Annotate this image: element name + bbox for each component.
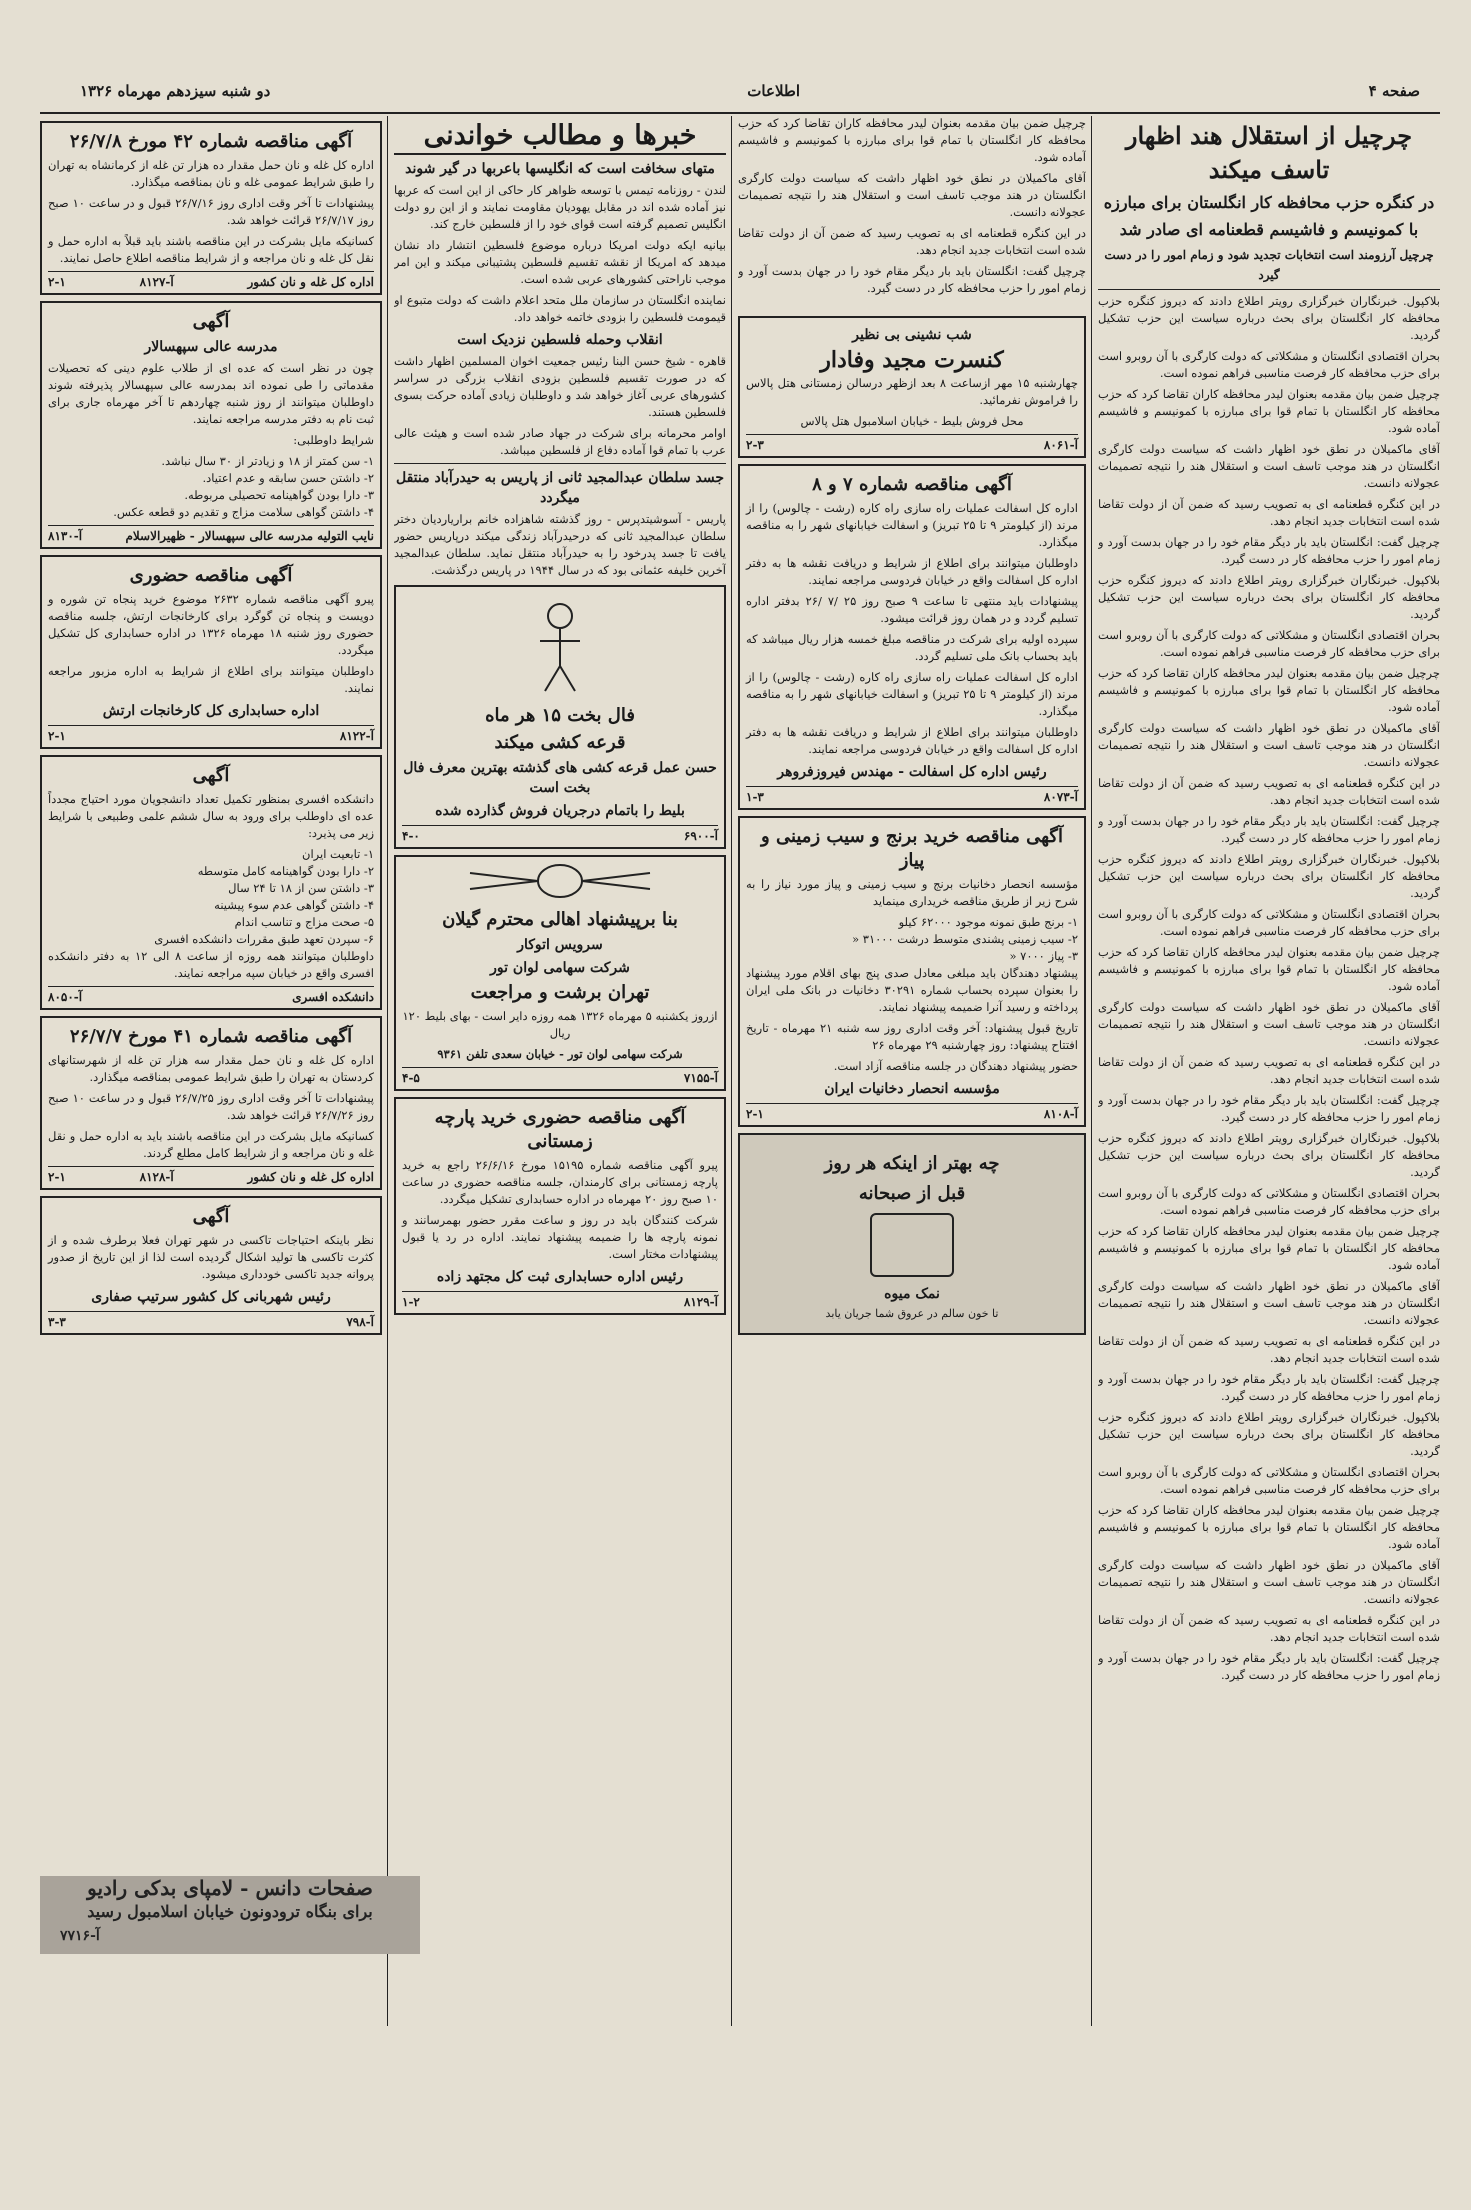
column-ads-right — [738, 310, 1086, 2210]
ad-footer: آ-۷۹۸ ۳-۳ — [48, 1311, 374, 1329]
ad-footer: آ-۶۹۰۰ ۴-۰ — [402, 825, 718, 843]
ad-footer: آ-۸۰۶۱ ۲-۳ — [746, 434, 1078, 452]
list-item: ۳- پیاز ۷۰۰۰ « — [1009, 949, 1078, 963]
issue-date: دو شنبه سیزدهم مهرماه ۱۳۲۶ — [80, 82, 271, 100]
ad-footer: آ-۸۱۲۹ ۱-۲ — [402, 1291, 718, 1309]
notice-list — [48, 453, 374, 521]
column-notices — [40, 115, 382, 1895]
tender-paragraph: شرکت کنندگان باید در روز و ساعت مقرر حضور بهمرسانند و نمونه پارچه ها را ضمیمه پیشنهاد نمایند. اداره در رد یا قبول پیشنهادات مختار است. — [402, 1213, 718, 1261]
news-headline: جسد سلطان عبدالمجید ثانی از پاریس به حیدرآباد منتقل میگردد — [394, 463, 726, 508]
article-paragraph: بحران اقتصادی انگلستان و مشکلاتی که دولت کارگری با آن روبرو است برای حزب محافظه کار فرصت مناسبی فراهم نموده است. — [1098, 349, 1440, 380]
stamp-line: آ-۷۷۱۶ — [60, 1928, 100, 1944]
article-paragraph: چرچیل ضمن بیان مقدمه بعنوان لیدر محافظه کاران تقاضا کرد که حزب محافظه کار انگلستان با تمام قوا برای مبارزه با کمونیسم و فاشیسم آماده شود. — [1098, 387, 1440, 435]
bus-service-ad — [394, 855, 726, 1091]
grain-tender-41 — [40, 1016, 382, 1190]
ad-headline: قبل از صبحانه — [858, 1182, 966, 1204]
wings-logo-icon — [460, 861, 660, 901]
article-paragraph: در این کنگره قطعنامه ای به تصویب رسید که ضمن آن از دولت تقاضا شده است انتخابات جدید انجام دهد. — [1098, 1613, 1440, 1644]
article-paragraph: بلاكپول. خبرنگاران خبرگزاری رویتر اطلاع دادند که دیروز کنگره حزب محافظه کار انگلستان برای بحث درباره سیاست این حزب تشکیل گردید. — [1098, 852, 1440, 900]
article-paragraph: بحران اقتصادی انگلستان و مشکلاتی که دولت کارگری با آن روبرو است برای حزب محافظه کار فرصت مناسبی فراهم نموده است. — [1098, 907, 1440, 938]
list-item: ۶- سپردن تعهد طبق مقررات دانشکده افسری — [154, 932, 374, 946]
ad-tagline: تا خون سالم در عروق شما جریان یابد — [825, 1306, 999, 1320]
lottery-line: بلیط را باتمام درجریان فروش گذارده شده — [435, 803, 685, 819]
list-item: ۳- داشتن سن از ۱۸ تا ۲۴ سال — [228, 881, 374, 895]
article-paragraph: آقای ماکمیلان در نطق خود اظهار داشت که سیاست دولت کارگری انگلستان در هند موجب تاسف است و استقلال هند را نتیجه تصمیمات عجولانه دانست. — [738, 171, 1086, 219]
article-paragraph: در این کنگره قطعنامه ای به تصویب رسید که ضمن آن از دولت تقاضا شده است انتخابات جدید انجام دهد. — [1098, 776, 1440, 807]
article-paragraph: بلاكپول. خبرنگاران خبرگزاری رویتر اطلاع دادند که دیروز کنگره حزب محافظه کار انگلستان برای بحث درباره سیاست این حزب تشکیل گردید. — [1098, 294, 1440, 342]
article-paragraph: بحران اقتصادی انگلستان و مشکلاتی که دولت کارگری با آن روبرو است برای حزب محافظه کار فرصت مناسبی فراهم نموده است. — [1098, 1186, 1440, 1217]
ad-footer: آ-۷۱۵۵ ۴-۵ — [402, 1067, 718, 1085]
column-politics-cont — [738, 115, 1086, 305]
notice-paragraph: دانشکده افسری بمنظور تکمیل تعداد دانشجویان مورد احتیاج مجدداً عده ای داوطلب برای ورود به سال ششم علمی وطبیعی با شرایط زیر می پذیرد: — [48, 792, 374, 840]
concert-address: محل فروش بلیط - خیابان اسلامبول هتل پالاس — [800, 414, 1024, 428]
article-paragraph: چرچیل گفت: انگلستان باید بار دیگر مقام خود را در جهان بدست آورد و زمام امور را حزب محافظه کار در دست گیرد. — [1098, 1651, 1440, 1682]
article-paragraph: بحران اقتصادی انگلستان و مشکلاتی که دولت کارگری با آن روبرو است برای حزب محافظه کار فرصت مناسبی فراهم نموده است. — [1098, 628, 1440, 659]
paper-name: اطلاعات — [747, 82, 800, 100]
ad-headline: چه بهتر از اینکه هر روز — [824, 1152, 1000, 1174]
tender-intro: مؤسسه انحصار دخانیات برنج و سیب زمینی و پیاز مورد نیاز را به شرح زیر از طریق مناقصه خریداری مینماید — [746, 877, 1078, 908]
news-paragraph: نماینده انگلستان در سازمان ملل متحد اعلام داشت که دولت متبوع او قیمومت فلسطین را بزودی خاتمه خواهد داد. — [394, 293, 726, 324]
headline: چرچیل از استقلال هند اظهار تاسف میکند — [1125, 121, 1413, 184]
ad-line: شرکت سهامی لوان تور — [490, 960, 630, 976]
ad-footer: اداره کل غله و نان کشور آ-۸۱۲۸ ۲-۱ — [48, 1166, 374, 1184]
tender-paragraph: اداره کل غله و نان حمل مقدار سه هزار تن غله از شهرستانهای کردستان به تهران را طبق شرایط عمومی بمناقصه میگذارد. — [48, 1053, 374, 1084]
list-item: ۵- صحت مزاج و تناسب اندام — [234, 915, 374, 929]
article-paragraph: بلاكپول. خبرنگاران خبرگزاری رویتر اطلاع دادند که دیروز کنگره حزب محافظه کار انگلستان برای بحث درباره سیاست این حزب تشکیل گردید. — [1098, 573, 1440, 621]
news-paragraph: اوامر محرمانه برای شرکت در جهاد صادر شده است و هیئت عالی عرب با تمام قوا آماده دفاع از فلسطین میباشد. — [394, 426, 726, 457]
lottery-ad — [394, 585, 726, 849]
page-number: صفحه ۴ — [1368, 82, 1420, 100]
article-paragraph: چرچیل ضمن بیان مقدمه بعنوان لیدر محافظه کاران تقاضا کرد که حزب محافظه کار انگلستان با تمام قوا برای مبارزه با کمونیسم و فاشیسم آماده شود. — [1098, 1503, 1440, 1551]
list-item: ۲- داشتن حسن سابقه و عدم اعتیاد. — [202, 471, 374, 485]
list-item: ۴- داشتن گواهی عدم سوء پیشینه — [214, 898, 374, 912]
tender-title: آگهی مناقصه خرید برنج و سیب زمینی و پیاز — [760, 826, 1064, 871]
column-rule — [387, 116, 388, 2026]
tender-paragraph: پیشنهادات تا آخر وقت اداری روز ۲۶/۷/۲۵ قبول و در ساعت ۱۰ صبح روز ۲۶/۷/۲۶ قرائت خواهد شد. — [48, 1091, 374, 1122]
list-item: ۳- دارا بودن گواهینامه تحصیلی مربوطه. — [184, 488, 374, 502]
list-item: ۴- داشتن گواهی سلامت مزاج و تقدیم دو قطعه عکس. — [113, 505, 374, 519]
ad-title: بنا برپیشنهاد اهالی محترم گیلان — [442, 909, 678, 930]
ad-line: تهران برشت و مراجعت — [470, 982, 650, 1003]
tender-paragraph: پیرو آگهی مناقصه شماره ۲۶۳۲ موضوع خرید پنجاه تن شوره و دویست و پنجاه تن گوگرد برای کارخانجات ارتش، جلسه مناقصه حضوری روز شنبه ۱۸ مهرماه ۱۳۲۶ در اداره حسابداری کل تشکیل میگردد. — [48, 592, 374, 657]
notice-title: آگهی — [192, 311, 230, 332]
tender-signature: مؤسسه انحصار دخانیات ایران — [824, 1081, 1000, 1097]
notice-signature: رئیس شهربانی کل کشور سرتیپ صفاری — [91, 1289, 331, 1305]
article-paragraph: چرچیل گفت: انگلستان باید بار دیگر مقام خود را در جهان بدست آورد و زمام امور را حزب محافظه کار در دست گیرد. — [1098, 814, 1440, 845]
taxi-notice — [40, 1196, 382, 1335]
faculty-notice — [40, 755, 382, 1010]
grain-tender-42 — [40, 121, 382, 295]
ad-footer: نایب التولیه مدرسه عالی سپهسالار - ظهیرالاسلام آ-۸۱۳۰ — [48, 525, 374, 543]
notice-paragraph: شرایط داوطلبی: — [293, 433, 374, 447]
ad-line: شرکت سهامی لوان تور - خیابان سعدی تلفن ۹۳۶۱ — [437, 1047, 683, 1061]
list-item: ۲- دارا بودن گواهینامه کامل متوسطه — [197, 864, 374, 878]
article-paragraph: چرچیل گفت: انگلستان باید بار دیگر مقام خود را در جهان بدست آورد و زمام امور را حزب محافظه کار در دست گیرد. — [1098, 1093, 1440, 1124]
notice-subtitle: مدرسه عالی سپهسالار — [144, 339, 278, 355]
news-paragraph: بیانیه ایکه دولت امریکا درباره موضوع فلسطین انتشار داد نشان میدهد که امریکا از نقشه تقسیم فلسطین پشتیبانی میکند و این امر موجب ناراحتی کشورهای عربی شده است. — [394, 238, 726, 286]
tender-title: آگهی مناقصه شماره ۴۱ مورخ ۲۶/۷/۷ — [69, 1026, 353, 1047]
tender-paragraph: کسانیکه مایل بشرکت در این مناقصه باشند باید قبلاً به اداره حمل و نقل کل غله و نان مراجعه و از شرایط مناقصه اطلاع حاصل نمایند. — [48, 234, 374, 265]
subheadline: چرچیل آرزومند است انتخابات تجدید شود و زمام امور را در دست گیرد — [1098, 245, 1440, 290]
lottery-illustration — [402, 591, 718, 701]
article-paragraph: در این کنگره قطعنامه ای به تصویب رسید که ضمن آن از دولت تقاضا شده است انتخابات جدید انجام دهد. — [1098, 1334, 1440, 1365]
fruit-salt-ad — [738, 1133, 1086, 1335]
tender-title: آگهی مناقصه شماره ۴۲ مورخ ۲۶/۷/۸ — [69, 131, 353, 152]
army-tender — [40, 555, 382, 749]
article-paragraph: بلاكپول. خبرنگاران خبرگزاری رویتر اطلاع دادند که دیروز کنگره حزب محافظه کار انگلستان برای بحث درباره سیاست این حزب تشکیل گردید. — [1098, 1131, 1440, 1179]
stamp-line: صفحات دانس - لامپای بدکی رادیو — [87, 1876, 373, 1900]
notice-title: آگهی — [192, 765, 230, 786]
ad-footer: آ-۸۱۰۸ ۲-۱ — [746, 1103, 1078, 1121]
ad-line: ازروز یکشنبه ۵ مهرماه ۱۳۲۶ همه روزه دایر است - بهای بلیط ۱۲۰ ریال — [402, 1009, 718, 1040]
tender-signature: رئیس اداره حسابداری ثبت کل مجتهد زاده — [436, 1269, 684, 1285]
news-paragraph: قاهره - شیخ حسن البنا رئیس جمعیت اخوان المسلمین اظهار داشت که در صورت تقسیم فلسطین بزودی انقلاب بزرگی در سراسر کشورهای عربی آغاز خواهد شد و داوطلبان زیادی آماده حرکت بسوی فلسطین هستند. — [394, 354, 726, 419]
stamp-line: برای بنگاه ترودونون خیابان اسلامبول رسید — [87, 1902, 373, 1921]
concert-ad — [738, 316, 1086, 458]
notice-list — [48, 846, 374, 948]
tender-paragraph: پیشنهادات تا آخر وقت اداری روز ۲۶/۷/۱۶ قبول و در ساعت ۱۰ صبح روز ۲۶/۷/۱۷ قرائت خواهد شد. — [48, 196, 374, 227]
ad-line: سرویس اتوکار — [517, 937, 603, 953]
tender-title: آگهی مناقصه حضوری خرید پارچه زمستانی — [434, 1107, 686, 1152]
lottery-line: فال بخت ۱۵ هر ماه — [485, 705, 635, 726]
news-paragraph: لندن - روزنامه تیمس با توسعه ظواهر کار حاکی از این است که عربها نیز آماده شده اند در مقابل یهودیان مقاومت نمایند و از این رو دولت انگلیس تصمیم گرفته است قوای خود را از فلسطین خارج کند. — [394, 183, 726, 231]
notice-paragraph: داوطلبان میتوانند همه روزه از ساعت ۸ الی ۱۲ به دفتر دانشکده افسری واقع در خیابان سپه مراجعه نمایند. — [48, 949, 374, 980]
tender-paragraph: داوطلبان میتوانند برای اطلاع از شرایط و دریافت نقشه ها به دفتر اداره کل اسفالت واقع در خیابان فردوسی مراجعه نمایند. — [746, 725, 1078, 756]
list-item: ۱- سن کمتر از ۱۸ و زیادتر از ۳۰ سال نباشد. — [161, 454, 374, 468]
concert-text: چهارشنبه ۱۵ مهر ازساعت ۸ بعد ازظهر درسالن زمستانی هتل پالاس را فراموش نفرمائید. — [746, 376, 1078, 407]
column-rule — [731, 116, 732, 2026]
header-rule — [40, 112, 1440, 114]
article-paragraph: آقای ماکمیلان در نطق خود اظهار داشت که سیاست دولت کارگری انگلستان در هند موجب تاسف است و استقلال هند را نتیجه تصمیمات عجولانه دانست. — [1098, 1279, 1440, 1327]
list-item: ۱- تابعیت ایران — [302, 847, 374, 861]
list-item: ۱- برنج طبق نمونه موجود ۶۲۰۰۰ کیلو — [898, 915, 1078, 929]
ad-footer: دانشکده افسری آ-۸۰۵۰ — [48, 986, 374, 1004]
news-headline: انقلاب وحمله فلسطین نزدیک است — [457, 332, 663, 348]
radio-stamp-ad — [40, 1876, 420, 1954]
fabric-tender — [394, 1097, 726, 1315]
article-paragraph: بحران اقتصادی انگلستان و مشکلاتی که دولت کارگری با آن روبرو است برای حزب محافظه کار فرصت مناسبی فراهم نموده است. — [1098, 1465, 1440, 1496]
subheadline: در کنگره حزب محافظه کار انگلستان برای مبارزه — [1103, 193, 1435, 212]
concert-subtitle: کنسرت مجید وفادار — [820, 347, 1004, 373]
notice-title: آگهی — [192, 1206, 230, 1227]
tender-signature: اداره حسابداری کل کارخانجات ارتش — [102, 703, 320, 719]
article-paragraph: آقای ماکمیلان در نطق خود اظهار داشت که سیاست دولت کارگری انگلستان در هند موجب تاسف است و استقلال هند را نتیجه تصمیمات عجولانه دانست. — [1098, 1558, 1440, 1606]
tender-paragraph: داوطلبان میتوانند برای اطلاع از شرایط به اداره مزبور مراجعه نمایند. — [48, 664, 374, 695]
article-paragraph: آقای ماکمیلان در نطق خود اظهار داشت که سیاست دولت کارگری انگلستان در هند موجب تاسف است و استقلال هند را نتیجه تصمیمات عجولانه دانست. — [1098, 1000, 1440, 1048]
ad-footer: آ-۸۰۷۳ ۱-۳ — [746, 786, 1078, 804]
concert-title: شب نشینی بی نظیر — [852, 327, 972, 343]
article-paragraph: آقای ماکمیلان در نطق خود اظهار داشت که سیاست دولت کارگری انگلستان در هند موجب تاسف است و استقلال هند را نتیجه تصمیمات عجولانه دانست. — [1098, 721, 1440, 769]
news-paragraph: پاریس - آسوشیتدپرس - روز گذشته شاهزاده خانم براریاردیان دختر سلطان عبدالمجید ثانی که درحیدرآباد زندگی میکند درپاریس حضور یافت تا جسد پدرخود را به حیدرآباد منتقل نماید. سلطان عبدالمجید آخرین خلیفه عثمانی بود که در سال ۱۹۴۴ در پاریس درگذشت. — [394, 512, 726, 577]
article-paragraph: آقای ماکمیلان در نطق خود اظهار داشت که سیاست دولت کارگری انگلستان در هند موجب تاسف است و استقلال هند را نتیجه تصمیمات عجولانه دانست. — [1098, 442, 1440, 490]
article-paragraph: چرچیل ضمن بیان مقدمه بعنوان لیدر محافظه کاران تقاضا کرد که حزب محافظه کار انگلستان با تمام قوا برای مبارزه با کمونیسم و فاشیسم آماده شود. — [1098, 945, 1440, 993]
tender-paragraph: سپرده اولیه برای شرکت در مناقصه مبلغ خمسه هزار ریال میباشد که باید بحساب بانک ملی تسلیم گردد. — [746, 632, 1078, 663]
article-paragraph: در این کنگره قطعنامه ای به تصویب رسید که ضمن آن از دولت تقاضا شده است انتخابات جدید انجام دهد. — [738, 226, 1086, 257]
tender-paragraph: داوطلبان میتوانند برای اطلاع از شرایط و دریافت نقشه ها به دفتر اداره کل اسفالت واقع در خیابان فردوسی مراجعه نمایند. — [746, 556, 1078, 587]
article-paragraph: در این کنگره قطعنامه ای به تصویب رسید که ضمن آن از دولت تقاضا شده است انتخابات جدید انجام دهد. — [1098, 1055, 1440, 1086]
lottery-line: حسن عمل قرعه کشی های گذشته بهترین معرف فال بخت است — [403, 760, 717, 796]
tender-items — [746, 914, 1078, 965]
column-news — [394, 115, 726, 2015]
column-politics — [1098, 115, 1440, 2015]
section-title: خبرها و مطالب خواندنی — [394, 119, 726, 155]
tender-paragraph: تاریخ قبول پیشنهاد: آخر وقت اداری روز سه شنبه ۲۱ مهرماه - تاریخ افتتاح پیشنهاد: روز چهارشنبه ۲۹ مهرماه ۲۶ — [746, 1021, 1078, 1052]
article-paragraph: بلاكپول. خبرنگاران خبرگزاری رویتر اطلاع دادند که دیروز کنگره حزب محافظه کار انگلستان برای بحث درباره سیاست این حزب تشکیل گردید. — [1098, 1410, 1440, 1458]
article-paragraph: چرچیل ضمن بیان مقدمه بعنوان لیدر محافظه کاران تقاضا کرد که حزب محافظه کار انگلستان با تمام قوا برای مبارزه با کمونیسم و فاشیسم آماده شود. — [1098, 1224, 1440, 1272]
ad-footer: آ-۸۱۲۲ ۲-۱ — [48, 725, 374, 743]
article-paragraph: چرچیل گفت: انگلستان باید بار دیگر مقام خود را در جهان بدست آورد و زمام امور را حزب محافظه کار در دست گیرد. — [1098, 1372, 1440, 1403]
newspaper-page — [40, 70, 1440, 2030]
column-rule — [1091, 116, 1092, 2026]
tender-paragraph: پیشنهادات باید منتهی تا ساعت ۹ صبح روز ۲۵ /۷ /۲۶ بدفتر اداره تسلیم گردد و در همان روز قرائت میشود. — [746, 594, 1078, 625]
article-paragraph: چرچیل ضمن بیان مقدمه بعنوان لیدر محافظه کاران تقاضا کرد که حزب محافظه کار انگلستان با تمام قوا برای مبارزه با کمونیسم و فاشیسم آماده شود. — [1098, 666, 1440, 714]
figure-icon — [515, 596, 605, 696]
news-headline: متهای سخافت است که انگلیسها باعربها در گیر شوند — [405, 161, 715, 177]
lottery-line: قرعه کشی میکند — [494, 732, 626, 753]
list-item: ۲- سیب زمینی پشندی متوسط درشت ۳۱۰۰۰ « — [852, 932, 1078, 946]
article-paragraph: چرچیل گفت: انگلستان باید بار دیگر مقام خود را در جهان بدست آورد و زمام امور را حزب محافظه کار در دست گیرد. — [738, 264, 1086, 295]
tender-paragraph: پیرو آگهی مناقصه شماره ۱۵۱۹۵ مورخ ۲۶/۶/۱۶ راجع به خرید پارچه زمستانی برای کارمندان، جلسه مناقصه حضوری در ساعت ۱۰ صبح روز ۲۰ مهرماه در اداره حسابداری تشکیل میگردد. — [402, 1158, 719, 1206]
ad-footer: اداره کل غله و نان کشور آ-۸۱۲۷ ۲-۱ — [48, 271, 374, 289]
article-paragraph: در این کنگره قطعنامه ای به تصویب رسید که ضمن آن از دولت تقاضا شده است انتخابات جدید انجام دهد. — [1098, 497, 1440, 528]
tender-paragraph: اداره کل اسفالت عملیات راه سازی راه کاره (رشت - چالوس) را از مرند (از کیلومتر ۹ تا ۲۵ تبریز) و اسفالت خیابانهای شهر را به مناقصه میگذارد. — [746, 670, 1078, 718]
tender-paragraph: اداره کل غله و نان حمل مقدار ده هزار تن غله از کرمانشاه به تهران را طبق شرایط عمومی غله و نان بمناقصه میگذارد. — [48, 158, 374, 189]
article-paragraph: چرچیل گفت: انگلستان باید بار دیگر مقام خود را در جهان بدست آورد و زمام امور را حزب محافظه کار در دست گیرد. — [1098, 535, 1440, 566]
bottle-illustration — [870, 1213, 954, 1277]
article-paragraph: چرچیل ضمن بیان مقدمه بعنوان لیدر محافظه کاران تقاضا کرد که حزب محافظه کار انگلستان با تمام قوا برای مبارزه با کمونیسم و فاشیسم آماده شود. — [738, 116, 1086, 164]
notice-paragraph: چون در نظر است که عده ای از طلاب علوم دینی که تحصیلات مقدماتی را طی نموده اند بمدرسه عالی سپهسالار پذیرفته شوند داوطلبان میتوانند از روز شنبه چهاردهم تا آخر مهرماه جاری برای ثبت نام به دفتر مدرسه مراجعه نمایند. — [48, 361, 374, 426]
tender-paragraph: اداره کل اسفالت عملیات راه سازی راه کاره (رشت - چالوس) را از مرند (از کیلومتر ۹ تا ۲۵ تبریز) و اسفالت خیابانهای شهر را به مناقصه میگذارد. — [746, 501, 1078, 549]
tender-title: آگهی مناقصه حضوری — [129, 565, 293, 586]
rice-tender — [738, 816, 1086, 1127]
tender-paragraph: کسانیکه مایل بشرکت در این مناقصه باشند باید به اداره حمل و نقل غله و نان مراجعه و از شرایط کامل مطلع گردند. — [48, 1129, 374, 1160]
notice-paragraph: نظر باینکه احتیاجات تاکسی در شهر تهران فعلا برطرف شده و از کثرت تاکسی ها تولید اشکال گردیده است لذا از این تاریخ از صدور پروانه جدید تاکسی خودداری میشود. — [48, 1233, 374, 1281]
ad-brand: نمک میوه — [884, 1285, 940, 1302]
tender-paragraph: پیشنهاد دهندگان باید مبلغی معادل صدی پنج بهای اقلام مورد پیشنهاد را بعنوان سپرده بحساب شماره ۳۰۲۹۱ دخانیات در بانک ملی ایران پرداخته و رسید آنرا ضمیمه پیشنهاد نمایند. — [746, 966, 1078, 1014]
subheadline: با کمونیسم و فاشیسم قطعنامه ای صادر شد — [1119, 220, 1419, 239]
school-notice — [40, 301, 382, 549]
asphalt-tender — [738, 464, 1086, 810]
tender-signature: رئیس اداره کل اسفالت - مهندس فیروزفروهر — [777, 764, 1047, 780]
tender-paragraph: حضور پیشنهاد دهندگان در جلسه مناقصه آزاد است. — [833, 1059, 1078, 1073]
tender-title: آگهی مناقصه شماره ۷ و ۸ — [812, 474, 1012, 495]
